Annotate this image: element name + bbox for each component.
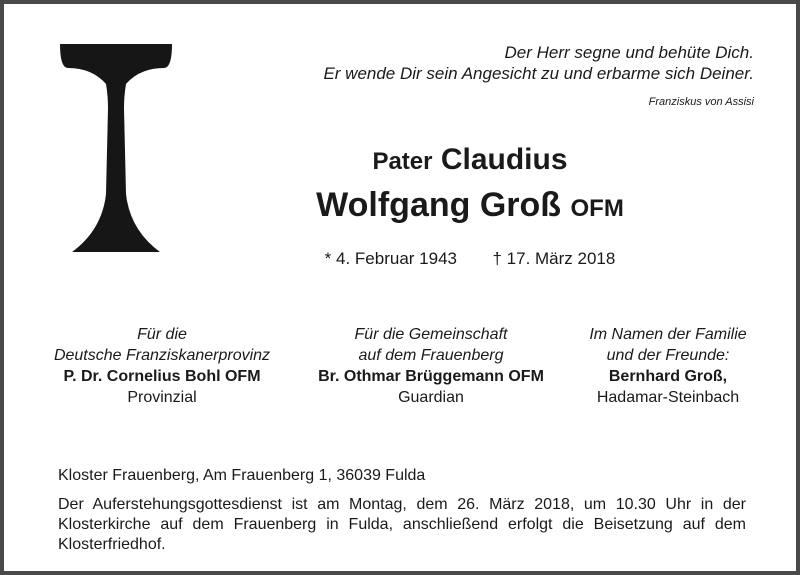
deceased-title: Pater: [372, 148, 433, 175]
quote-line-2: Er wende Dir sein Angesicht zu und erbarme sich Deiner.: [323, 64, 754, 83]
quote-attribution: Franziskus von Assisi: [648, 96, 754, 108]
death-symbol: †: [492, 249, 502, 268]
signatory-line-2: Deutsche Franziskanerprovinz: [53, 347, 271, 364]
signatory-name: Br. Othmar Brüggemann OFM: [318, 368, 544, 385]
funeral-service-notice: Der Auferstehungsgottesdienst ist am Montag, dem 26. März 2018, um 10.30 Uhr in der Klosterkirche auf dem Frauenberg in Fulda, anschließend erfolgt die Beisetzung auf dem Klosterfriedhof.: [58, 496, 746, 553]
signatory-role: Guardian: [398, 389, 464, 406]
death-date: 17. März 2018: [506, 249, 616, 268]
signatory-province: [30, 324, 294, 408]
signatory-line-2: auf dem Frauenberg: [358, 347, 504, 364]
deceased-name: [270, 140, 670, 232]
quote-line-1: Der Herr segne und behüte Dich.: [504, 43, 754, 62]
deceased-first-name: Claudius: [440, 143, 568, 176]
signatory-line-2: und der Freunde:: [606, 347, 730, 364]
signatory-line-1: Für die Gemeinschaft: [354, 326, 508, 343]
signatory-name: P. Dr. Cornelius Bohl OFM: [63, 368, 261, 385]
deceased-last-name: Wolfgang Groß: [316, 186, 562, 224]
signatory-line-1: Für die: [137, 326, 187, 343]
birth-symbol: *: [324, 249, 332, 268]
life-dates: [270, 249, 670, 269]
signatory-line-1: Im Namen der Familie: [589, 326, 747, 343]
monastery-address: Kloster Frauenberg, Am Frauenberg 1, 36039 Fulda: [58, 467, 426, 484]
signatory-community: [296, 324, 566, 408]
signatory-family: [568, 324, 768, 408]
signatory-role: Hadamar-Steinbach: [596, 389, 740, 406]
scripture-quote: [234, 42, 754, 113]
tau-cross-icon: [60, 44, 172, 252]
birth-date: 4. Februar 1943: [336, 249, 457, 268]
signatory-role: Provinzial: [127, 389, 197, 406]
deceased-order: OFM: [570, 195, 624, 222]
signatory-name: Bernhard Groß,: [608, 368, 728, 385]
